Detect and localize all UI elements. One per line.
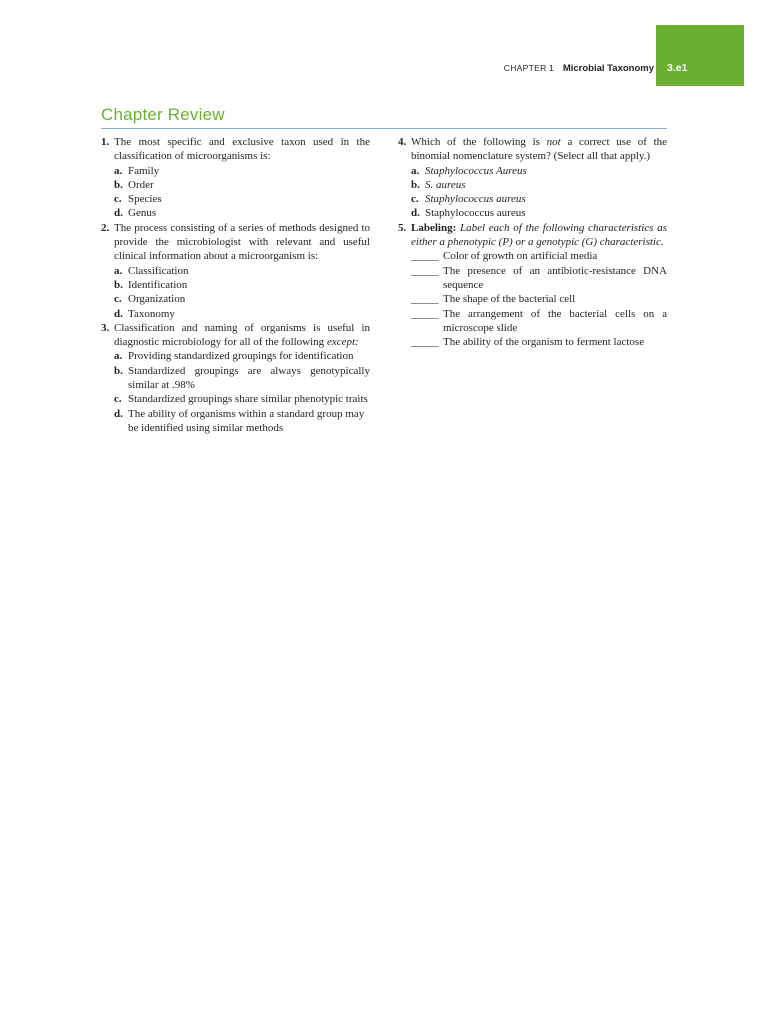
option-text: Staphylococcus aureus xyxy=(425,207,526,220)
question-3 xyxy=(101,321,370,350)
option-text: Taxonomy xyxy=(128,307,175,320)
question-stem: The process consisting of a series of methods designed to provide the microbiologist with relevant and useful clinical information about a microorganism is: xyxy=(114,221,370,263)
question-1 xyxy=(101,135,370,164)
option xyxy=(101,178,370,192)
question-stem-text: Classification and naming of organisms is useful in diagnostic microbiology for all of the following xyxy=(114,321,370,349)
option xyxy=(398,206,667,220)
option-letter: c. xyxy=(114,293,122,306)
question-number: 2. xyxy=(101,221,110,234)
answer-blank: _____ xyxy=(411,293,439,306)
chapter-title: Microbial Taxonomy xyxy=(562,63,654,74)
labeling-text: The shape of the bacterial cell xyxy=(443,293,576,306)
option-letter: b. xyxy=(114,178,123,191)
option xyxy=(101,364,370,393)
labeling-text: The ability of the organism to ferment lactose xyxy=(443,336,645,349)
option-letter: d. xyxy=(114,307,123,320)
option-letter: a. xyxy=(114,164,123,177)
question-stem xyxy=(411,135,667,164)
question-stem-emphasis: except: xyxy=(326,336,359,349)
option xyxy=(398,178,667,192)
option-letter: d. xyxy=(114,407,123,420)
option xyxy=(101,192,370,206)
question-stem xyxy=(114,321,370,350)
chapter-label: CHAPTER 1 xyxy=(503,63,555,73)
option-letter: b. xyxy=(411,178,420,191)
right-column xyxy=(398,135,667,349)
option-text: Genus xyxy=(128,207,157,220)
question-stem-after: a correct use of the binomial nomenclature system? (Select all that apply.) xyxy=(411,136,668,163)
option-text: Order xyxy=(128,178,154,191)
option-letter: b. xyxy=(114,364,123,377)
question-number: 5. xyxy=(398,221,407,234)
option-text: Organization xyxy=(128,293,186,306)
option-text: Family xyxy=(128,164,160,177)
option-letter: a. xyxy=(114,350,123,363)
option xyxy=(101,349,370,363)
option xyxy=(398,192,667,206)
left-column xyxy=(101,135,370,435)
question-5 xyxy=(398,221,667,250)
option-letter: c. xyxy=(411,193,419,206)
question-stem: The most specific and exclusive taxon used in the classification of microorganisms is: xyxy=(114,136,370,163)
answer-blank: _____ xyxy=(411,264,439,277)
labeling-item xyxy=(398,292,667,306)
labeling-item xyxy=(398,335,667,349)
labeling-text: The arrangement of the bacterial cells on a microscope slide xyxy=(443,307,667,334)
option xyxy=(101,307,370,321)
labeling-text: Color of growth on artificial media xyxy=(443,250,598,263)
option xyxy=(101,164,370,178)
question-stem xyxy=(411,221,667,250)
question-2 xyxy=(101,221,370,264)
option-letter: d. xyxy=(114,207,123,220)
option xyxy=(101,206,370,220)
title-rule xyxy=(101,128,667,129)
option-letter: c. xyxy=(114,193,122,206)
question-4 xyxy=(398,135,667,164)
option xyxy=(101,264,370,278)
question-number: 1. xyxy=(101,136,110,148)
labeling-item xyxy=(398,264,667,293)
option-text: Classification xyxy=(128,264,189,277)
option xyxy=(101,407,370,436)
page-number-tab xyxy=(656,25,744,86)
question-number: 3. xyxy=(101,321,110,334)
option xyxy=(101,292,370,306)
labeling-text: The presence of an antibiotic-resistance DNA sequence xyxy=(443,264,667,291)
labeling-item xyxy=(398,307,667,336)
option xyxy=(101,278,370,292)
option-text: Standardized groupings share similar phenotypic traits xyxy=(128,393,368,406)
question-stem-label: Labeling: xyxy=(411,221,457,234)
labeling-item xyxy=(398,249,667,263)
option-letter: c. xyxy=(114,393,122,406)
option-letter: b. xyxy=(114,278,123,291)
answer-blank: _____ xyxy=(411,336,439,349)
answer-blank: _____ xyxy=(411,307,439,320)
option-text: S. aureus xyxy=(425,178,466,191)
option-text: The ability of organisms within a standard group may be identified using similar methods xyxy=(128,407,365,434)
option-text: Species xyxy=(128,193,162,206)
option xyxy=(101,392,370,406)
option-letter: a. xyxy=(114,264,123,277)
question-stem-emphasis: not xyxy=(546,136,561,148)
option-text: Identification xyxy=(128,278,188,291)
question-number: 4. xyxy=(398,136,407,148)
question-stem-before: Which of the following is xyxy=(411,136,540,148)
option-letter: a. xyxy=(411,164,420,177)
option xyxy=(398,164,667,178)
option-text: Standardized groupings are always genotypically similar at .98% xyxy=(128,364,370,392)
section-title: Chapter Review xyxy=(101,105,225,124)
option-text: Staphylococcus aureus xyxy=(425,193,526,206)
answer-blank: _____ xyxy=(411,250,439,263)
option-text: Staphylococcus Aureus xyxy=(425,164,527,177)
option-text: Providing standardized groupings for identification xyxy=(128,350,354,363)
running-head xyxy=(504,63,654,74)
option-letter: d. xyxy=(411,207,420,220)
page-number: 3.e1 xyxy=(667,62,688,74)
question-stem-instruction: Label each of the following characteristics as either a phenotypic (P) or a genotypic (G) characteristic. xyxy=(411,221,667,249)
